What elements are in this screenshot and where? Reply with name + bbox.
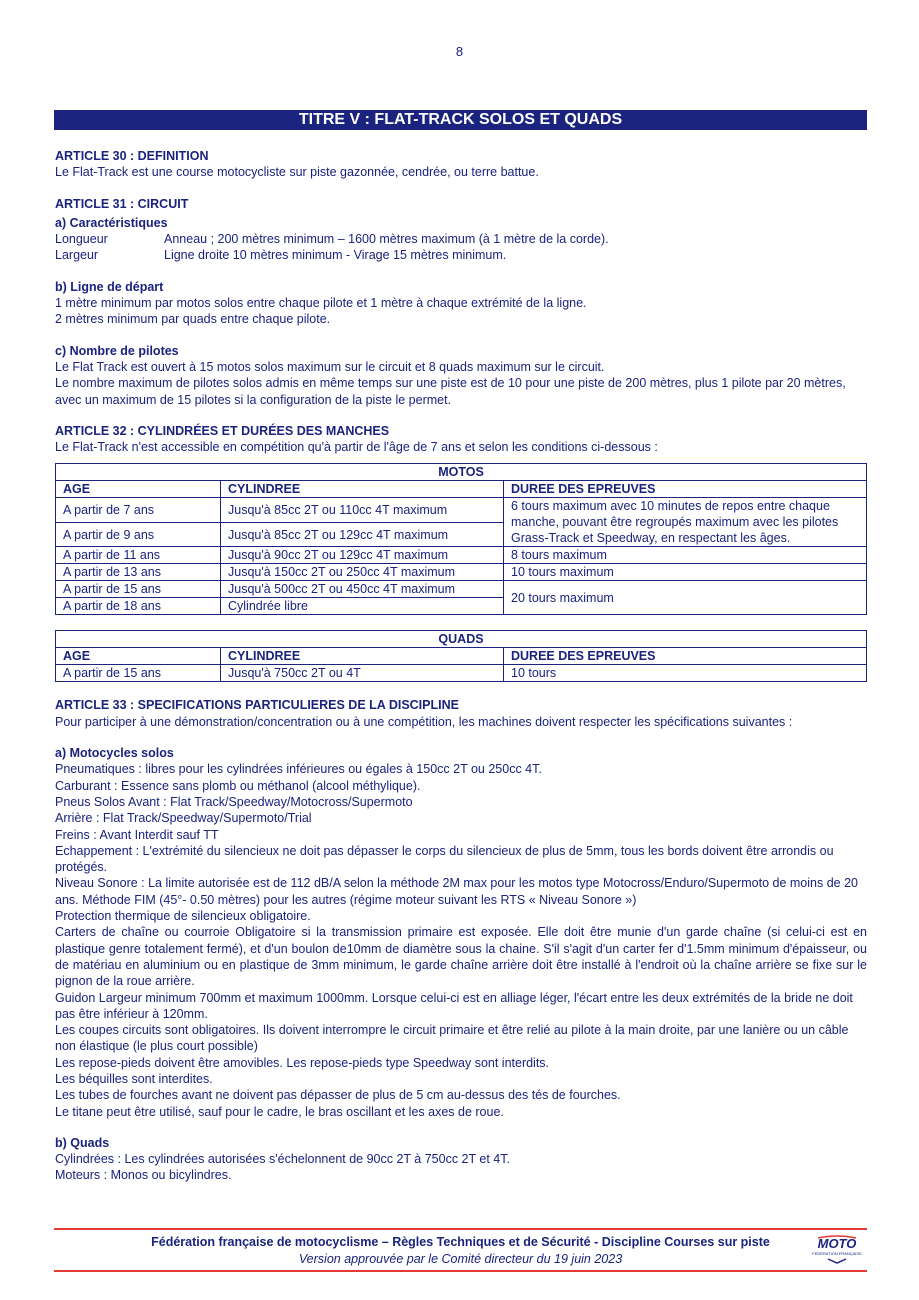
motos-duree-cell: 20 tours maximum — [504, 581, 867, 615]
motos-cyl-cell: Jusqu'à 500cc 2T ou 450cc 4T maximum — [221, 581, 504, 598]
motos-duree-cell: 8 tours maximum — [504, 547, 867, 564]
quads-heading: b) Quads — [55, 1135, 110, 1150]
quads-header-cylindree: CYLINDREE — [221, 648, 504, 665]
quads-header-age: AGE — [56, 648, 221, 665]
spec-line: Les tubes de fourches avant ne doivent pas dépasser de plus de 5 cm au-dessus des tés de fourches. — [55, 1088, 621, 1103]
spec-line: Carters de chaîne ou courroie Obligatoire si la transmission primaire est exposée. Elle doit être munie d'un garde chaîne (si celui-ci est en plastique genre totalement fermé), et d'un boulon de10mm de diamètre sous la chaine. S'il s'agit d'un carter fer d'1.5mm minimum d'épaisseur, ou de matériau en aluminium ou en plastique de 3mm minimum, le garde chaîne arrière doit être installé à l'endroit où la chaîne arrière se fixe sur le pignon de la roue arrière. — [55, 925, 867, 989]
article-33-text: Pour participer à une démonstration/concentration ou à une compétition, les machines doivent respecter les spécifications suivantes : — [55, 714, 793, 729]
motos-table — [55, 463, 867, 615]
nombre-pilotes-line-2: Le nombre maximum de pilotes solos admis en même temps sur une piste est de 10 pour une piste de 200 mètres, plus 1 pilote par 20 mètres, avec un maximum de 15 pilotes si la configuration de la piste le permet. — [55, 376, 846, 407]
spec-line: Arrière : Flat Track/Speedway/Supermoto/Trial — [55, 811, 312, 826]
table-row — [56, 665, 867, 682]
nombre-pilotes-line-1: Le Flat Track est ouvert à 15 motos solos maximum sur le circuit et 8 quads maximum sur le circuit. — [55, 359, 605, 374]
nombre-pilotes-heading: c) Nombre de pilotes — [55, 343, 179, 358]
quads-duree-cell: 10 tours — [504, 665, 867, 682]
longueur-label: Longueur — [55, 232, 108, 247]
quads-caption: QUADS — [56, 631, 867, 648]
motos-age-cell: A partir de 11 ans — [56, 547, 221, 564]
table-row — [56, 564, 867, 581]
logo-moto-text: MOTO — [817, 1236, 857, 1251]
motos-caption: MOTOS — [56, 464, 867, 481]
table-row — [56, 581, 867, 598]
footer-title: Fédération française de motocyclisme – Règles Techniques et de Sécurité - Discipline Courses sur piste — [151, 1235, 770, 1249]
ffm-logo — [812, 1234, 862, 1266]
spec-line: Freins : Avant Interdit sauf TT — [55, 827, 219, 842]
spec-line: Echappement : L'extrémité du silencieux ne doit pas dépasser le corps du silencieux de plus de 5mm, tous les bords doivent être arrondis ou protégés. — [55, 843, 834, 875]
quads-age-cell: A partir de 15 ans — [56, 665, 221, 682]
spec-line: Carburant : Essence sans plomb ou méthanol (alcool méthylique). — [55, 778, 421, 793]
motos-header-cylindree: CYLINDREE — [221, 481, 504, 498]
spec-line: Les béquilles sont interdites. — [55, 1071, 213, 1086]
spec-line: Guidon Largeur minimum 700mm et maximum 1000mm. Lorsque celui-ci est en alliage léger, l'écart entre les deux extrémités de la bride ne doit pas être inférieur à 120mm. — [55, 990, 853, 1021]
quads-line-2: Moteurs : Monos ou bicylindres. — [55, 1168, 232, 1183]
longueur-row — [55, 231, 867, 247]
motos-age-cell: A partir de 13 ans — [56, 564, 221, 581]
footer-divider-top — [54, 1228, 867, 1230]
spec-line: Les coupes circuits sont obligatoires. Ils doivent interrompre le circuit primaire et être relié au pilote à la main droite, par une lanière ou un câble non élastique (le plus court possible) — [55, 1023, 849, 1054]
ligne-depart-line-1: 1 mètre minimum par motos solos entre chaque pilote et 1 mètre à chaque extrémité de la ligne. — [55, 296, 587, 311]
motos-cyl-cell: Jusqu'à 150cc 2T ou 250cc 4T maximum — [221, 564, 504, 581]
ligne-depart-line-2: 2 mètres minimum par quads entre chaque pilote. — [55, 312, 331, 327]
quads-table — [55, 630, 867, 682]
article-31-heading: ARTICLE 31 : CIRCUIT — [55, 196, 189, 211]
quads-cyl-cell: Jusqu'à 750cc 2T ou 4T — [221, 665, 504, 682]
motos-cyl-cell: Cylindrée libre — [221, 598, 504, 615]
page-number: 8 — [455, 44, 464, 59]
motocycles-solos-heading: a) Motocycles solos — [55, 746, 174, 761]
document-body — [55, 148, 867, 1184]
footer-version: Version approuvée par le Comité directeur du 19 juin 2023 — [298, 1252, 623, 1266]
footer-divider-bottom — [54, 1270, 867, 1272]
spec-line: Pneus Solos Avant : Flat Track/Speedway/Motocross/Supermoto — [55, 794, 413, 809]
motos-duree-cell: 10 tours maximum — [504, 564, 867, 581]
article-32-text: Le Flat-Track n'est accessible en compétition qu'à partir de l'âge de 7 ans et selon les conditions ci-dessous : — [55, 440, 658, 455]
table-row — [56, 547, 867, 564]
article-30-text: Le Flat-Track est une course motocycliste sur piste gazonnée, cendrée, ou terre battue. — [55, 165, 539, 180]
table-row — [56, 498, 867, 523]
motos-age-cell: A partir de 18 ans — [56, 598, 221, 615]
motos-cyl-cell: Jusqu'à 85cc 2T ou 129cc 4T maximum — [221, 522, 504, 547]
motos-age-cell: A partir de 9 ans — [56, 522, 221, 547]
motos-header-age: AGE — [56, 481, 221, 498]
largeur-value: Ligne droite 10 mètres minimum - Virage 15 mètres minimum. — [164, 248, 507, 263]
motos-age-cell: A partir de 15 ans — [56, 581, 221, 598]
longueur-value: Anneau ; 200 mètres minimum – 1600 mètres maximum (à 1 mètre de la corde). — [164, 232, 609, 247]
ligne-depart-heading: b) Ligne de départ — [55, 279, 164, 294]
spec-line: Le titane peut être utilisé, sauf pour le cadre, le bras oscillant et les axes de roue. — [55, 1104, 504, 1119]
largeur-label: Largeur — [55, 248, 99, 263]
spec-line: Niveau Sonore : La limite autorisée est de 112 dB/A selon la méthode 2M max pour les motos type Motocross/Enduro/Supermoto de moins de 20 ans. Méthode FIM (45°- 0.50 mètres) pour les autres (régime moteur suivant les RTS « Niveau Sonore ») — [55, 876, 858, 907]
motos-age-cell: A partir de 7 ans — [56, 498, 221, 523]
largeur-row — [55, 247, 867, 263]
spec-line: Pneumatiques : libres pour les cylindrées inférieures ou égales à 150cc 2T ou 250cc 4T. — [55, 762, 542, 777]
quads-line-1: Cylindrées : Les cylindrées autorisées s'échelonnent de 90cc 2T à 750cc 2T et 4T. — [55, 1152, 510, 1167]
article-32-heading: ARTICLE 32 : CYLINDRÉES ET DURÉES DES MANCHES — [55, 423, 390, 438]
logo-subtext: FÉDÉRATION FRANÇAISE — [812, 1251, 862, 1256]
article-33-heading: ARTICLE 33 : SPECIFICATIONS PARTICULIERES DE LA DISCIPLINE — [55, 698, 459, 713]
quads-header-duree: DUREE DES EPREUVES — [504, 648, 867, 665]
motocycles-solos-list — [55, 761, 867, 1120]
motos-cyl-cell: Jusqu'à 85cc 2T ou 110cc 4T maximum — [221, 498, 504, 523]
caracteristiques-heading: a) Caractéristiques — [55, 215, 168, 230]
section-title: TITRE V : FLAT-TRACK SOLOS ET QUADS — [54, 110, 867, 130]
spec-line: Protection thermique de silencieux obligatoire. — [55, 909, 311, 924]
motos-duree-cell: 6 tours maximum avec 10 minutes de repos entre chaque manche, pouvant être regroupés maximum avec les pilotes Grass-Track et Speedway, en respectant les âges. — [504, 498, 867, 547]
motos-header-duree: DUREE DES EPREUVES — [504, 481, 867, 498]
motos-cyl-cell: Jusqu'à 90cc 2T ou 129cc 4T maximum — [221, 547, 504, 564]
article-30-heading: ARTICLE 30 : DEFINITION — [55, 149, 209, 163]
spec-line: Les repose-pieds doivent être amovibles. Les repose-pieds type Speedway sont interdits. — [55, 1055, 550, 1070]
